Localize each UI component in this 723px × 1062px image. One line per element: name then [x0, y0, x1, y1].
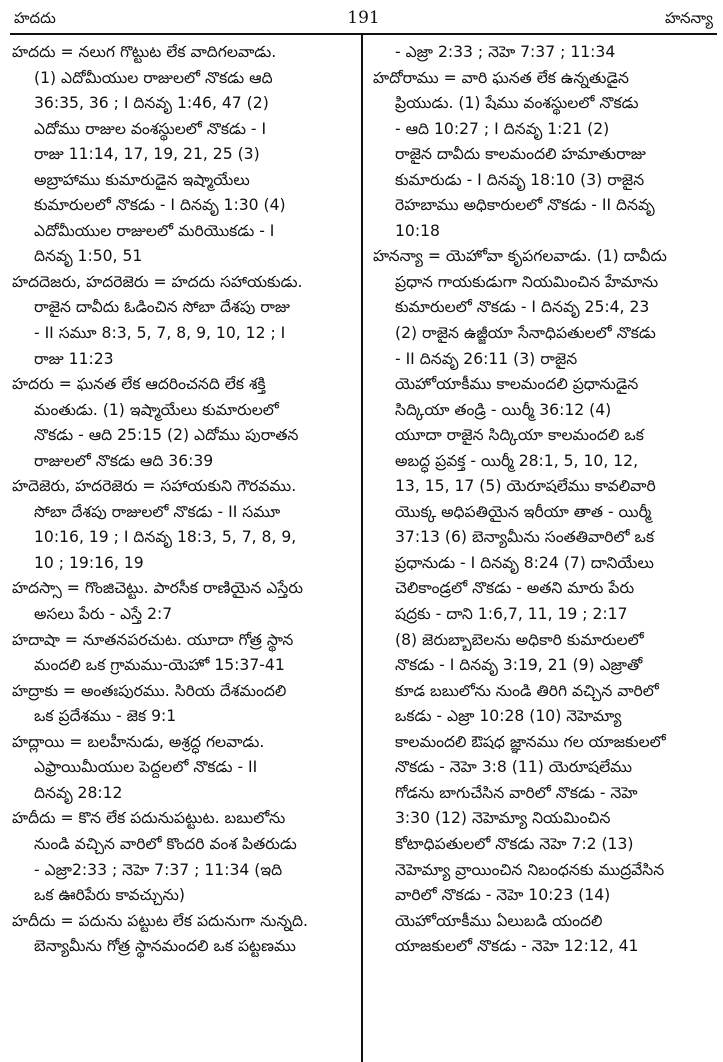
entry-headword-line: హదెజెరు, హదరెజెరు = సహాయకుని గౌరవము. [12, 477, 297, 496]
entry-continuation-line: - II సమూ 8:3, 5, 7, 8, 9, 10, 12 ; I [34, 324, 286, 343]
entry-continuation-line: ఒక ప్రదేశము - జెక 9:1 [34, 707, 177, 726]
right-column [373, 40, 713, 1062]
entry-continuation-line: మంతుడు. (1) ఇష్మాయేలు కుమారులలో [34, 400, 279, 419]
left-column [12, 40, 352, 1062]
entry-headword-line: హద్లాయి = బలహీనుడు, అశ్రద్ధ గలవాడు. [12, 732, 265, 751]
entry-continuation-line: రెహబాము అధికారులలో నొకడు - II దినవృ [395, 196, 655, 215]
entry-continuation-line: కాలమందలి ఔషధ జ్ఞానము గల యాజకులలో [395, 732, 666, 751]
entry-continuation-line: కోటాధిపతులలో నొకడు నెహె 7:2 (13) [395, 834, 634, 853]
entry-continuation-line: 3:30 (12) నెహెమ్యా నియమించిన [395, 809, 611, 828]
entry-continuation-line: - ఎజ్రా2:33 ; నెహె 7:37 ; 11:34 (ఇది [34, 860, 283, 879]
entry-headword-line: హదరు = ఘనత లేక ఆదరించనది లేక శక్తి [12, 375, 266, 394]
entry-continuation-line: అసలు పేరు - ఎస్తే 2:7 [34, 605, 173, 624]
entry-continuation-line: కుమారులలో నొకడు - I దినవృ 25:4, 23 [395, 298, 650, 317]
entry-continuation-line: యొక్క అధిపతియైన ఇరీయా తాత - యిర్మీ [395, 502, 652, 521]
entry-continuation-line: మందలి ఒక గ్రామము-యెహో 15:37-41 [34, 656, 285, 675]
entry-continuation-line: 10:18 [395, 221, 440, 240]
running-head-right: హనన్యా [664, 9, 713, 27]
entry-headword-line: హదోరాము = వారి ఘనత లేక ఉన్నతుడైన [373, 68, 629, 87]
column-divider [361, 35, 363, 1062]
entry-continuation-line: ప్రధాన గాయకుడుగా నియమించిన హేమాను [395, 272, 659, 291]
entry-continuation-line: నొకడు - నెహె 3:8 (11) యెరూషలేము [395, 758, 633, 777]
entry-continuation-line: - ఆది 10:27 ; I దినవృ 1:21 (2) [395, 119, 610, 138]
header-rule [10, 33, 717, 35]
entry-continuation-line: ప్రధానుడు - I దినవృ 8:24 (7) దానియేలు [395, 553, 654, 572]
entry-continuation-line: అబద్ధ ప్రవక్త - యిర్మీ 28:1, 5, 10, 12, [395, 451, 639, 470]
entry-continuation-line: ఒక ఊరిపేరు కావచ్చును) [34, 886, 185, 905]
entry-headword-line: హదదు = నలుగ గొట్టుట లేక వాదిగలవాడు. [12, 43, 277, 61]
entry-continuation-line: ప్రియుడు. (1) షేము వంశస్థులలో నొకడు [395, 94, 639, 113]
entry-continuation-line: రాజైన దావీదు ఓడించిన సోబా దేశపు రాజు [34, 298, 290, 317]
entry-continuation-line: సిద్కియా తండ్రి - యిర్మీ 36:12 (4) [395, 400, 612, 419]
entry-continuation-line: 10:16, 19 ; I దినవృ 18:3, 5, 7, 8, 9, [34, 528, 297, 547]
entry-continuation-line: నొకడు - ఆది 25:15 (2) ఎదోము పురాతన [34, 426, 299, 445]
entry-continuation-line: రాజైన దావీదు కాలమందలి హమాతురాజు [395, 145, 646, 164]
entry-continuation-line: కుమారుడు - I దినవృ 18:10 (3) రాజైన [395, 170, 645, 189]
page-header [14, 6, 713, 30]
entry-continuation-line: వారిలో నొకడు - నెహె 10:23 (14) [395, 886, 611, 905]
entry-continuation-line: రాజులలో నొకడు ఆది 36:39 [34, 451, 214, 470]
entry-continuation-line: సోబా దేశపు రాజులలో నొకడు - II సమూ [34, 502, 281, 521]
entry-continuation-line: యాజకులలో నొకడు - నెహె 12:12, 41 [395, 937, 639, 956]
entry-continuation-line: - II దినవృ 26:11 (3) రాజైన [395, 349, 578, 368]
entry-continuation-line: 10 ; 19:16, 19 [34, 553, 144, 572]
entry-continuation-line: బెన్యామీను గోత్ర స్థానమందలి ఒక పట్టణము [34, 937, 296, 956]
entry-continuation-line: నెహెమ్యా వ్రాయించిన నిబంధనకు ముద్రవేసిన [395, 860, 665, 879]
entry-continuation-line: యెహోయాకీము కాలమందలి ప్రధానుడైన [395, 375, 639, 394]
entry-continuation-line: (1) ఎదోమీయుల రాజులలో నొకడు ఆది [34, 68, 273, 87]
entry-headword-line: హదీదు = కొన లేక పదునుపట్టుట. బబులోను [12, 809, 286, 828]
entry-continuation-line: యెహోయాకీము ఏలుబడి యందలి [395, 911, 603, 930]
entry-continuation-line: దినవృ 28:12 [34, 783, 123, 802]
entry-continuation-line: కుమారులలో నొకడు - I దినవృ 1:30 (4) [34, 196, 286, 215]
entry-continuation-line: అబ్రాహాము కుమారుడైన ఇష్మాయేలు [34, 170, 250, 189]
entry-continuation-line: - ఎజ్రా 2:33 ; నెహె 7:37 ; 11:34 [395, 43, 616, 61]
entry-headword-line: హదాషా = నూతనపరచుట. యూదా గోత్ర స్థాన [12, 630, 294, 649]
entry-headword-line: హదీదు = పదును పట్టుట లేక పదునుగా నున్నది. [12, 911, 309, 930]
entry-continuation-line: దినవృ 1:50, 51 [34, 247, 143, 266]
entry-continuation-line: రాజు 11:14, 17, 19, 21, 25 (3) [34, 145, 260, 164]
entry-continuation-line: రాజు 11:23 [34, 349, 114, 368]
entry-continuation-line: యూదా రాజైన సిద్కియా కాలమందలి ఒక [395, 426, 644, 445]
entry-continuation-line: నుండి వచ్చిన వారిలో కొందరి వంశ పితరుడు [34, 834, 297, 853]
entry-headword-line: హనన్యా = యెహోవా కృపగలవాడు. (1) దావీదు [373, 247, 667, 266]
entry-continuation-line: చెలికాండ్రలో నొకడు - అతని మారు పేరు [395, 579, 635, 598]
entry-continuation-line: 13, 15, 17 (5) యెరూషలేము కావలివారి [395, 477, 656, 496]
entry-continuation-line: (2) రాజైన ఉజ్జీయా సేనాధిపతులలో నొకడు [395, 324, 656, 343]
page-number: 191 [347, 8, 380, 28]
entry-headword-line: హద్రాకు = అంతఃపురము. సిరియ దేశమందలి [12, 681, 287, 700]
entry-headword-line: హదదెజరు, హదరెజెరు = హదదు సహాయకుడు. [12, 272, 303, 291]
entry-continuation-line: ఎదోము రాజుల వంశస్థులలో నొకడు - I [34, 119, 267, 138]
entry-continuation-line: షద్రకు - దాని 1:6,7, 11, 19 ; 2:17 [395, 605, 628, 624]
running-head-left: హదదు [14, 9, 56, 27]
entry-continuation-line: ఎదోమీయుల రాజులలో మరియొకడు - I [34, 221, 275, 240]
entry-continuation-line: (8) జెరుబ్బాబెలను అధికారి కుమారులలో [395, 630, 644, 649]
entry-continuation-line: నొకడు - I దినవృ 3:19, 21 (9) ఎజ్రాతో [395, 656, 643, 675]
entry-continuation-line: గోడను బాగుచేసిన వారిలో నొకడు - నెహె [395, 783, 638, 802]
entry-continuation-line: ఎఫ్రాయిమీయుల పెద్దలలో నొకడు - II [34, 758, 258, 777]
entry-continuation-line: ఒకడు - ఎజ్రా 10:28 (10) నెహెమ్యా [395, 707, 622, 726]
entry-headword-line: హదస్సా = గొంజిచెట్టు. పారసీక రాణియైన ఎస్తేరు [12, 579, 304, 598]
entry-continuation-line: 36:35, 36 ; I దినవృ 1:46, 47 (2) [34, 94, 269, 113]
entry-continuation-line: 37:13 (6) బెన్యామీను సంతతివారిలో ఒక [395, 528, 655, 547]
entry-continuation-line: కూడ బబులోను నుండి తిరిగి వచ్చిన వారిలో [395, 681, 659, 700]
